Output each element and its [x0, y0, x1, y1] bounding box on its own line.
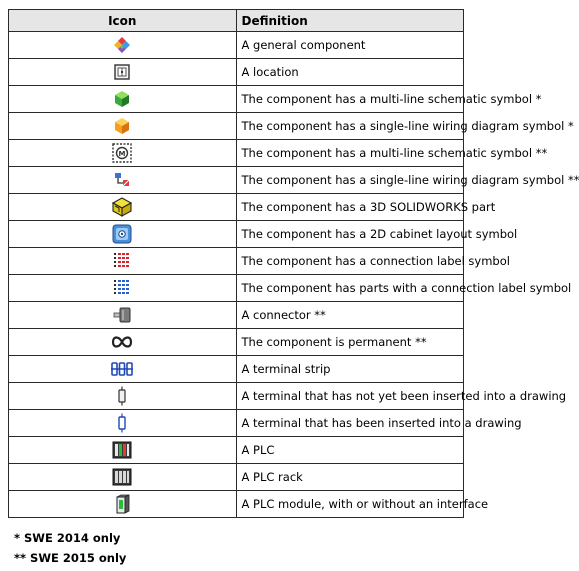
table-row	[9, 167, 464, 194]
footnote-swe-2015: ** SWE 2015 only	[14, 551, 127, 565]
row-definition: The component has a single-line wiring diagram symbol *	[236, 113, 464, 140]
terminal-strip-icon	[110, 360, 134, 378]
table-row	[9, 59, 464, 86]
header-icon: Icon	[9, 10, 237, 32]
table-row	[9, 140, 464, 167]
row-definition: A terminal strip	[236, 356, 464, 383]
row-definition: A terminal that has not yet been inserted into a drawing	[236, 383, 464, 410]
row-definition: The component has a multi-line schematic symbol *	[236, 86, 464, 113]
row-definition: The component has a multi-line schematic symbol **	[236, 140, 464, 167]
terminal-not-inserted-icon	[116, 386, 128, 406]
header-definition: Definition	[236, 10, 464, 32]
row-definition: The component has a 3D SOLIDWORKS part	[236, 194, 464, 221]
table-row	[9, 32, 464, 59]
infinity-icon	[111, 335, 133, 349]
row-definition: A general component	[236, 32, 464, 59]
row-definition: A connector **	[236, 302, 464, 329]
green-cube-icon	[113, 90, 131, 108]
table-row	[9, 194, 464, 221]
row-definition: The component has a 2D cabinet layout symbol	[236, 221, 464, 248]
row-definition: The component is permanent **	[236, 329, 464, 356]
connection-label-blue-icon	[113, 278, 131, 298]
row-definition: A PLC	[236, 437, 464, 464]
row-definition: A PLC module, with or without an interface	[236, 491, 464, 518]
row-definition: The component has a connection label symbol	[236, 248, 464, 275]
connection-label-red-icon	[113, 251, 131, 271]
plc-rack-icon	[112, 467, 132, 487]
table-row	[9, 491, 464, 518]
row-definition: The component has a single-line wiring diagram symbol **	[236, 167, 464, 194]
general-component-icon	[113, 36, 131, 54]
row-definition: The component has parts with a connection label symbol	[236, 275, 464, 302]
row-definition: A terminal that has been inserted into a drawing	[236, 410, 464, 437]
singleline-symbol-icon	[113, 171, 131, 189]
table-row	[9, 356, 464, 383]
location-icon	[113, 63, 131, 81]
orange-cube-icon	[113, 117, 131, 135]
table-row	[9, 410, 464, 437]
svg-text:M: M	[118, 150, 126, 158]
table-row	[9, 86, 464, 113]
icon-legend-table	[8, 9, 579, 518]
connector-icon	[113, 306, 131, 324]
table-header-row	[9, 10, 464, 32]
row-definition: A PLC rack	[236, 464, 464, 491]
table-row	[9, 275, 464, 302]
table-row	[9, 221, 464, 248]
terminal-inserted-icon	[116, 413, 128, 433]
table-row	[9, 437, 464, 464]
table-row	[9, 383, 464, 410]
plc-module-icon	[113, 494, 131, 514]
3d-part-icon	[112, 197, 132, 217]
multiline-symbol-icon	[112, 143, 132, 163]
table-row	[9, 329, 464, 356]
plc-icon	[112, 440, 132, 460]
footnote-swe-2014: * SWE 2014 only	[14, 531, 121, 545]
row-definition: A location	[236, 59, 464, 86]
table-row	[9, 248, 464, 275]
table-row	[9, 302, 464, 329]
table-row	[9, 464, 464, 491]
table-row	[9, 113, 464, 140]
cabinet-layout-icon	[112, 224, 132, 244]
